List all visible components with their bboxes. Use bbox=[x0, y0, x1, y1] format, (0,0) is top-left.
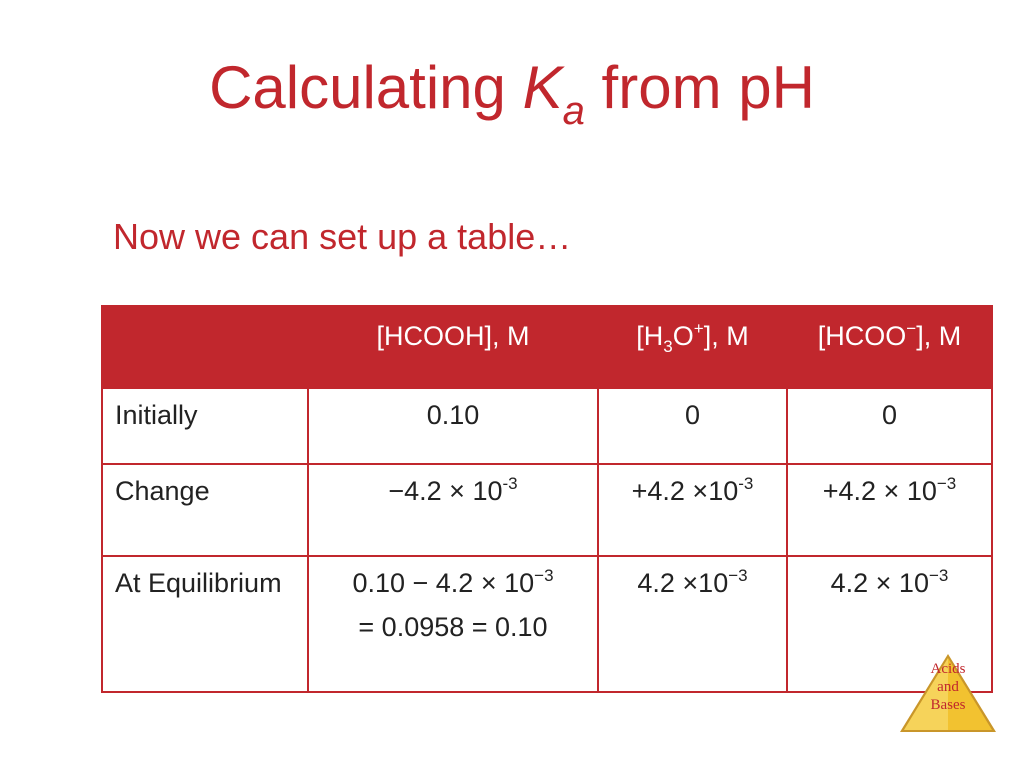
header-h3o: $[H_3O^+]$, M bbox=[598, 306, 787, 388]
ice-table bbox=[101, 305, 993, 693]
title-prefix: Calculating bbox=[209, 54, 523, 121]
title-variable: K bbox=[522, 54, 563, 121]
cell-h3o: $4.2 \times 10^{-3}$ bbox=[598, 556, 787, 692]
cell-hcooh: 0.10 bbox=[308, 388, 598, 464]
row-label: At Equilibrium bbox=[102, 556, 308, 692]
header-hcooh: [HCOOH], M bbox=[308, 306, 598, 388]
cell-hcoo: $4.2 \times 10^{-3}$ bbox=[787, 556, 992, 692]
cell-hcoo: 0 bbox=[787, 388, 992, 464]
cell-h3o: $+4.2 \times 10^{-3}$ bbox=[598, 464, 787, 556]
header-blank-cell bbox=[102, 306, 308, 388]
row-label: Change bbox=[102, 464, 308, 556]
title-subscript: a bbox=[562, 89, 585, 133]
cell-h3o: 0 bbox=[598, 388, 787, 464]
table-header-row bbox=[102, 306, 992, 388]
row-label: Initially bbox=[102, 388, 308, 464]
cell-hcooh: $-4.2 \times 10^{-3}$ bbox=[308, 464, 598, 556]
table-row-change bbox=[102, 464, 992, 556]
slide-title bbox=[0, 52, 1024, 133]
logo-text: Acids and Bases bbox=[930, 661, 966, 713]
table-row-equilibrium bbox=[102, 556, 992, 692]
slide-subtitle: Now we can set up a table… bbox=[113, 216, 572, 257]
table-row-initially bbox=[102, 388, 992, 464]
header-hcoo: [HCOO−], M bbox=[787, 306, 992, 388]
cell-hcoo: $+4.2 \times 10^{-3}$ bbox=[787, 464, 992, 556]
cell-hcooh: $0.10 - 4.2 \times 10^{-3}$ = 0.0958 = 0.10 bbox=[308, 556, 598, 692]
cell-hcooh-result: = 0.0958 = 0.10 bbox=[358, 612, 548, 642]
title-suffix: from pH bbox=[584, 54, 815, 121]
